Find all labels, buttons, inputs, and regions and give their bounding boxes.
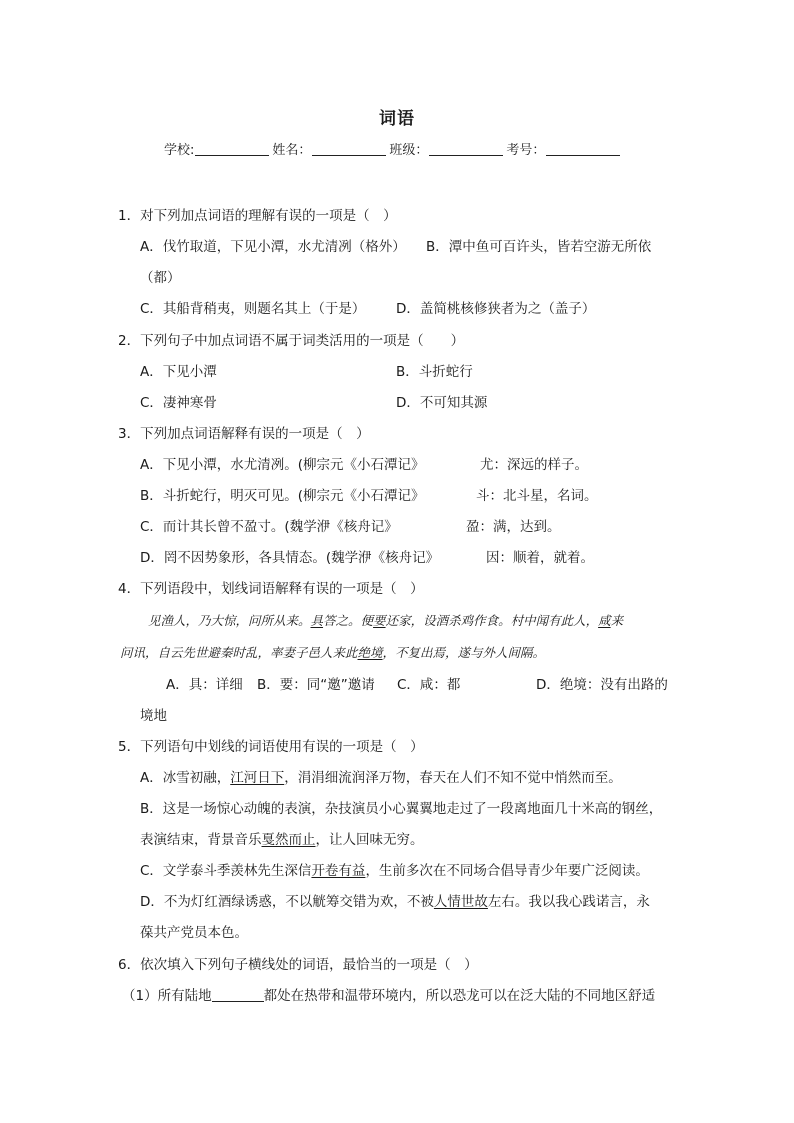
q2-option-b: B．斗折蛇行 bbox=[396, 364, 473, 380]
option-text: C．文学泰斗季羡林先生深信 bbox=[140, 863, 312, 879]
q5-option-d-line-2: 葆共产党员本色。 bbox=[140, 925, 248, 941]
class-label: 班级： bbox=[389, 143, 429, 158]
q5-option-b-line-1: B．这是一场惊心动魄的表演，杂技演员小心翼翼地走过了一段离地面几十米高的钢丝， bbox=[140, 801, 663, 817]
q2-option-a: A．下见小潭 bbox=[140, 364, 217, 380]
q3-option-a: A．下见小潭，水尤清冽。(柳宗元《小石潭记》 bbox=[140, 457, 425, 473]
option-text: ，让人回味无穷。 bbox=[315, 832, 424, 848]
fill-blank[interactable] bbox=[212, 987, 264, 1002]
q3-option-d: D．罔不因势象形，各具情态。(魏学洢《核舟记》 bbox=[140, 550, 440, 566]
q2-option-c: C．凄神寒骨 bbox=[140, 395, 217, 411]
q5-option-c bbox=[140, 862, 649, 880]
school-blank[interactable] bbox=[195, 141, 269, 156]
passage-text: ，不复出焉，遂与外人间隔。 bbox=[382, 645, 546, 660]
q4-passage-line-1 bbox=[148, 612, 623, 630]
q3-option-b: B．斗折蛇行，明灭可见。(柳宗元《小石潭记》 bbox=[140, 488, 425, 504]
q1-stem: 1．对下列加点词语的理解有误的一项是（ ） bbox=[118, 208, 397, 224]
q5-stem: 5．下列语句中划线的词语使用有误的一项是（ ） bbox=[118, 739, 424, 755]
q1-option-b: B．潭中鱼可百许头，皆若空游无所依 bbox=[426, 239, 652, 255]
q1-option-d: D．盖简桃核修狭者为之（盖子） bbox=[396, 301, 596, 317]
page-title: 词语 bbox=[379, 109, 415, 129]
q4-option-a: A．具：详细 bbox=[166, 677, 243, 693]
q5-option-d-line-1 bbox=[140, 893, 650, 911]
underlined-word: 要 bbox=[373, 613, 386, 628]
student-info-row bbox=[164, 139, 623, 158]
q3-option-a-def: 尤：深远的样子。 bbox=[480, 457, 588, 473]
school-label: 学校: bbox=[164, 143, 195, 158]
q1-option-b-cont: （都） bbox=[140, 270, 181, 286]
q3-option-b-def: 斗：北斗星，名词。 bbox=[476, 488, 598, 504]
exam-no-blank[interactable] bbox=[546, 141, 620, 156]
underlined-word: 江河日下 bbox=[230, 770, 285, 786]
exam-no-label: 考号： bbox=[506, 143, 546, 158]
option-text: D．不为灯红酒绿诱惑，不以觥筹交错为欢，不被 bbox=[140, 894, 434, 910]
q3-option-c-def: 盈：满，达到。 bbox=[466, 519, 561, 535]
q5-option-a bbox=[140, 769, 622, 787]
option-text: ，生前多次在不同场合倡导青少年要广泛阅读。 bbox=[365, 863, 649, 879]
sentence-text: 都处在热带和温带环境内，所以恐龙可以在泛大陆的不同地区舒适 bbox=[263, 988, 656, 1004]
q4-option-d-cont: 境地 bbox=[140, 708, 167, 724]
underlined-word: 戛然而止 bbox=[261, 832, 316, 848]
underlined-word: 绝境 bbox=[357, 645, 383, 660]
q4-option-c: C．咸：都 bbox=[397, 677, 461, 693]
q3-option-d-def: 因：顺着，就着。 bbox=[486, 550, 594, 566]
passage-text: 答之。便 bbox=[323, 613, 374, 628]
option-text: ，涓涓细流润泽万物，春天在人们不知不觉中悄然而至。 bbox=[284, 770, 622, 786]
q1-option-c: C．其船背稍夷，则题名其上（于是） bbox=[140, 301, 366, 317]
q3-option-c: C．而计其长曾不盈寸。(魏学洢《核舟记》 bbox=[140, 519, 398, 535]
q5-option-b-line-2 bbox=[140, 831, 424, 849]
sentence-text: （1）所有陆地 bbox=[122, 988, 212, 1004]
q2-option-d: D．不可知其源 bbox=[396, 395, 488, 411]
option-text: A．冰雪初融， bbox=[140, 770, 231, 786]
q6-sentence-1 bbox=[122, 987, 655, 1005]
class-blank[interactable] bbox=[429, 141, 503, 156]
passage-text: 还家，设酒杀鸡作食。村中闻有此人， bbox=[385, 613, 599, 628]
option-text: 左右。我以我心践诺言，永 bbox=[487, 894, 650, 910]
passage-text: 问讯，自云先世避秦时乱，率妻子邑人来此 bbox=[120, 645, 358, 660]
q2-stem: 2．下列句子中加点词语不属于词类活用的一项是（ ） bbox=[118, 333, 465, 349]
q6-stem: 6．依次填入下列句子横线处的词语，最恰当的一项是（ ） bbox=[118, 957, 478, 973]
underlined-word: 具 bbox=[310, 613, 324, 628]
q3-stem: 3．下列加点词语解释有误的一项是（ ） bbox=[118, 426, 370, 442]
q4-stem: 4．下列语段中，划线词语解释有误的一项是（ ） bbox=[118, 581, 424, 597]
q1-option-a: A．伐竹取道，下见小潭，水尤清冽（格外） bbox=[140, 239, 406, 255]
q4-passage-line-2 bbox=[120, 644, 545, 662]
underlined-word: 咸 bbox=[598, 613, 611, 628]
name-label: 姓名： bbox=[272, 143, 312, 158]
passage-text: 来 bbox=[610, 613, 624, 628]
underlined-word: 人情世故 bbox=[433, 894, 488, 910]
q4-option-b: B．要：同“邀”邀请 bbox=[257, 677, 375, 693]
underlined-word: 开卷有益 bbox=[311, 863, 366, 879]
name-blank[interactable] bbox=[312, 141, 386, 156]
q4-option-d: D．绝境：没有出路的 bbox=[536, 677, 668, 693]
passage-text: 见渔人，乃大惊，问所从来。 bbox=[148, 613, 311, 628]
option-text: 表演结束，背景音乐 bbox=[140, 832, 262, 848]
